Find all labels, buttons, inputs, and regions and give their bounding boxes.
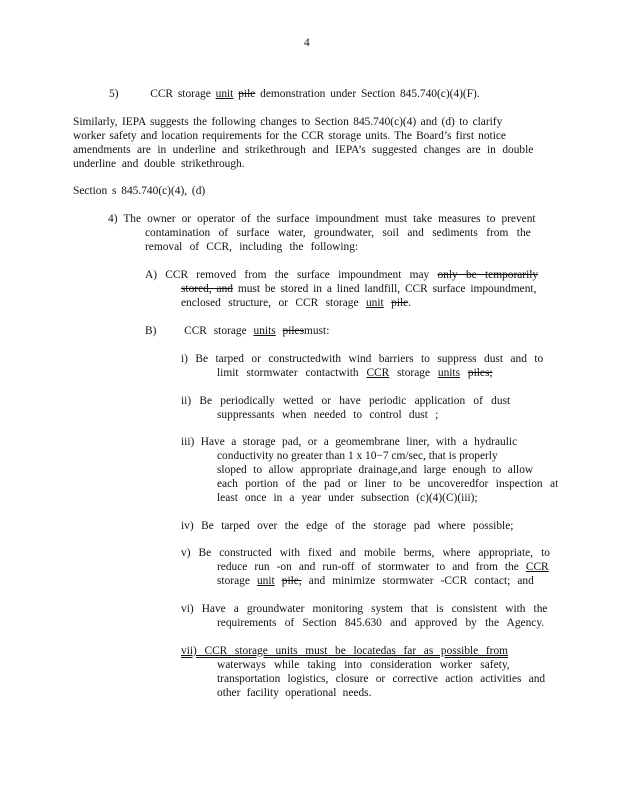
item-iii-line: each portion of the pad or liner to be uncoveredfor inspection at [217, 478, 559, 490]
item-vii-line: vii) CCR storage units must be locatedas far as possible from [181, 645, 509, 657]
strikethrough-text: pile, [281, 575, 302, 587]
item-vii-line: transportation logistics, closure or corrective action activities and [217, 673, 546, 685]
item-v-line: v) Be constructed with fixed and mobile berms, where appropriate, to [181, 547, 550, 559]
item-iii-line: conductivity no greater than 1 x 10−7 cm/sec, that is properly [217, 450, 498, 462]
item-v-line: storage unit pile, and minimize stormwater -CCR contact; and [217, 575, 534, 587]
item-vii-line: other facility operational needs. [217, 687, 372, 699]
item-ii-line: ii) Be periodically wetted or have periodic application of dust [181, 395, 511, 407]
underline-text: CCR [525, 561, 549, 573]
paragraph-line: worker safety and location requirements for the CCR storage units. The Board’s first notice [73, 130, 506, 142]
paragraph-line: Similarly, IEPA suggests the following changes to Section 845.740(c)(4) and (d) to clarify [73, 116, 503, 128]
strikethrough-text: pile [391, 297, 409, 309]
item-5-underline-text: unit [215, 88, 234, 100]
item-5-number: 5) [109, 88, 119, 100]
subsection-a-line: enclosed structure, or CCR storage unit pile. [181, 297, 412, 309]
item-iii-line: iii) Have a storage pad, or a geomembrane liner, with a hydraulic [181, 436, 518, 448]
item-i-line: limit stormwater contactwith CCR storage units piles; [217, 367, 493, 379]
page-number: 4 [304, 37, 310, 49]
underline-text: unit [256, 575, 275, 587]
section-heading: Section s 845.740(c)(4), (d) [73, 185, 206, 197]
subsection-a-line: A) CCR removed from the surface impoundment may only be temporarily [145, 269, 539, 281]
strikethrough-text: only be temporarily [437, 269, 539, 281]
item-5-tail: demonstration under Section 845.740(c)(4)(F). [260, 88, 480, 100]
item-vi-line: requirements of Section 845.630 and approved by the Agency. [217, 617, 545, 629]
strikethrough-text: piles; [467, 367, 493, 379]
subsection-4-line: 4) The owner or operator of the surface impoundment must take measures to prevent [108, 213, 536, 225]
item-vi-line: vi) Have a groundwater monitoring system that is consistent with the [181, 603, 548, 615]
item-5 [109, 88, 480, 101]
underline-text: units [437, 367, 461, 379]
item-ii-line: suppressants when needed to control dust ; [217, 409, 439, 421]
item-iii-line: sloped to allow appropriate drainage,and large enough to allow [217, 464, 534, 476]
item-v-line: reduce run -on and run-off of stormwater to and from the CCR [217, 561, 549, 573]
underline-text: units [253, 325, 276, 337]
item-i-line: i) Be tarped or constructedwith wind barriers to suppress dust and to [181, 353, 544, 365]
subsection-4-line: contamination of surface water, groundwater, soil and sediments from the [145, 227, 531, 239]
subsection-4-line: removal of CCR, including the following: [145, 241, 359, 253]
item-5-strike-text: pile [238, 88, 256, 100]
subsection-a-line: stored, and must be stored in a lined landfill, CCR surface impoundment, [181, 283, 537, 295]
underline-text: CCR [366, 367, 390, 379]
paragraph-line: amendments are in underline and strikethrough and IEPA’s suggested changes are in double [73, 144, 534, 156]
item-iii-line: least once in a year under subsection (c)(4)(C)(iii); [217, 492, 478, 504]
subsection-b-line: B) CCR storage units pilesmust: [145, 325, 330, 337]
strikethrough-text: stored, and [181, 283, 233, 295]
item-vii-line: waterways while taking into consideration worker safety, [217, 659, 510, 671]
item-5-text: CCR storage [150, 88, 211, 100]
paragraph-line: underline and double strikethrough. [73, 158, 245, 170]
underline-text: unit [365, 297, 384, 309]
item-iv-line: iv) Be tarped over the edge of the storage pad where possible; [181, 520, 514, 532]
strikethrough-text: piles [282, 325, 305, 337]
